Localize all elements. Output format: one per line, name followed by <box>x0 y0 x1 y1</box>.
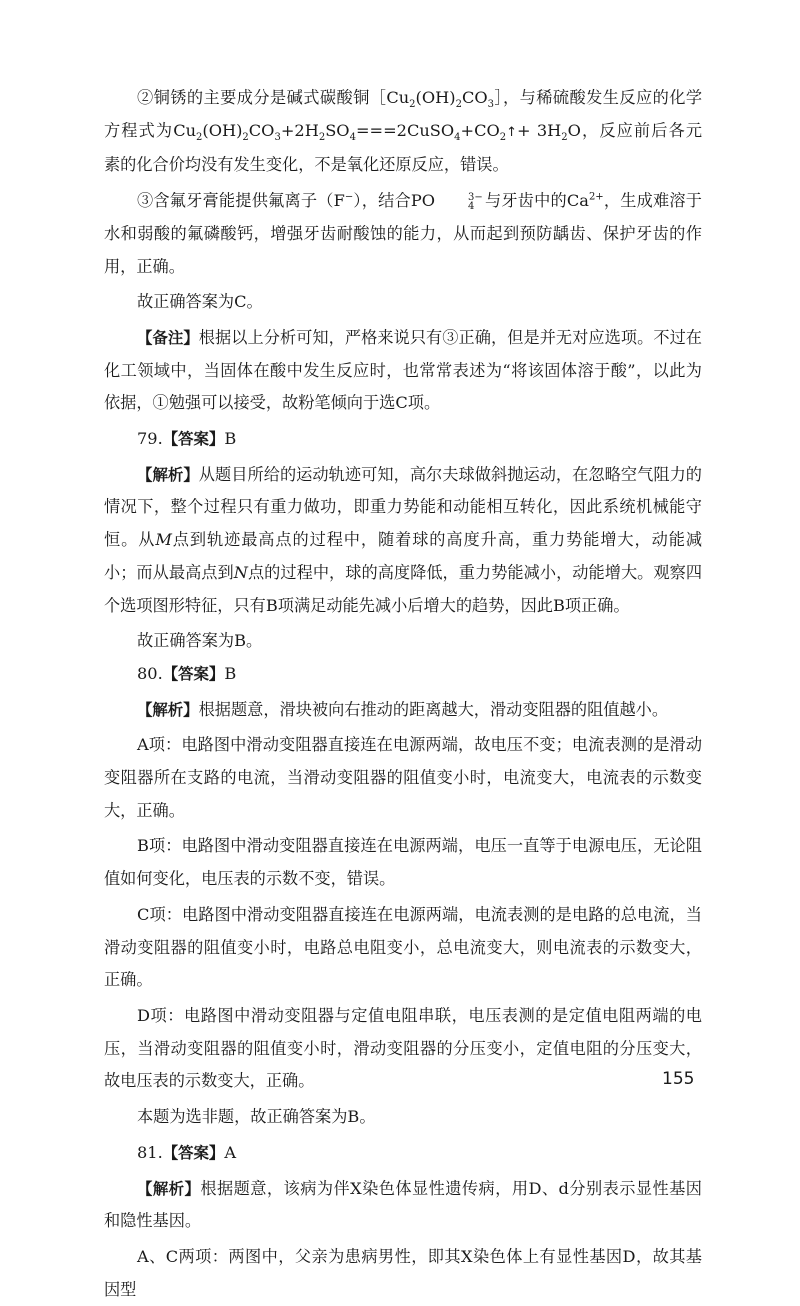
phosphate-charge: 3− 4 <box>468 191 483 212</box>
option-c-80: C项：电路图中滑动变阻器直接连在电源两端，电流表测的是电路的总电流，当滑动变阻器的阻值变小时，电路总电阻变小，总电流变大，则电流表的示数变大，正确。 <box>104 904 702 990</box>
gas-arrow-icon: ↑ <box>506 124 518 140</box>
answer-80: 80.【答案】B <box>137 663 237 683</box>
option-a-80: A项：电路图中滑动变阻器直接连在电源两端，故电压不变；电流表测的是滑动变阻器所在支路的电流，当滑动变阻器的阻值变小时，电流变大，电流表的示数变大，正确。 <box>104 735 702 820</box>
conclusion-78: 故正确答案为C。 <box>137 292 263 312</box>
page-content <box>104 82 702 1306</box>
conclusion-80: 本题为选非题，故正确答案为B。 <box>137 1107 376 1127</box>
analysis-label: 【解析】 <box>137 700 199 719</box>
note-label: 【备注】 <box>137 328 199 347</box>
option-b-80: B项：电路图中滑动变阻器直接连在电源两端，电压一直等于电源电压，无论阻值如何变化，电压表的示数不变，错误。 <box>104 836 702 889</box>
analysis-label: 【解析】 <box>137 1179 201 1198</box>
page-number: 155 <box>662 1069 695 1089</box>
answer-79: 79.【答案】B <box>137 429 237 449</box>
note-paragraph: 【备注】根据以上分析可知，严格来说只有③正确，但是并无对应选项。不过在化工领域中，当固体在酸中发生反应时，也常常表述为“将该固体溶于酸”，以此为依据，①勉强可以接受，故粉笔倾向于选C项。 <box>104 327 702 413</box>
paragraph-fluoride: ③含氟牙膏能提供氟离子（F−），结合PO 3− 4 与牙齿中的$Ca^{2+}$，生成难溶于水和弱酸的氟磷酸钙，增强牙齿耐酸蚀的能力，从而起到预防龋齿、保护牙齿的作用，正确。 <box>104 191 702 276</box>
analysis-80: 【解析】根据题意，滑块被向右推动的距离越大，滑动变阻器的阻值越小。 <box>137 699 669 719</box>
conclusion-79: 故正确答案为B。 <box>137 631 263 651</box>
option-ac-81: A、C两项：两图中，父亲为患病男性，即其X染色体上有显性基因D，故其基因型 <box>104 1246 702 1299</box>
paragraph-copper-rust: ②铜锈的主要成分是碱式碳酸铜$[Cu_2(OH)_2CO_3]$，与稀硫酸发生反应的化学方程式为$Cu_2(OH)_2CO_3+2H_2SO_4===2CuSO_4+CO_2↑+ 3H_2O$，反应前后各元素的化合价均没有发生变化，不是氧化还原反应，错误。 <box>104 88 703 175</box>
analysis-label: 【解析】 <box>137 465 199 484</box>
analysis-81: 【解析】根据题意，该病为伴X染色体显性遗传病，用D、d分别表示显性基因和隐性基因。 <box>104 1178 702 1231</box>
option-d-80: D项：电路图中滑动变阻器与定值电阻串联，电压表测的是定值电阻两端的电压，当滑动变阻器的阻值变小时，滑动变阻器的分压变小，定值电阻的分压变大，故电压表的示数变大，正确。 <box>104 1005 702 1091</box>
answer-81: 81.【答案】A <box>137 1142 237 1162</box>
analysis-79: 【解析】从题目所给的运动轨迹可知，高尔夫球做斜抛运动，在忽略空气阻力的情况下，整个过程只有重力做功，即重力势能和动能相互转化，因此系统机械能守恒。从M点到轨迹最高点的过程中，随着球的高度升高，重力势能增大，动能减小；而从最高点到N点的过程中，球的高度降低，重力势能减小，动能增大。观察四个选项图形特征，只有B项满足动能先减小后增大的趋势，因此B项正确。 <box>104 464 703 615</box>
